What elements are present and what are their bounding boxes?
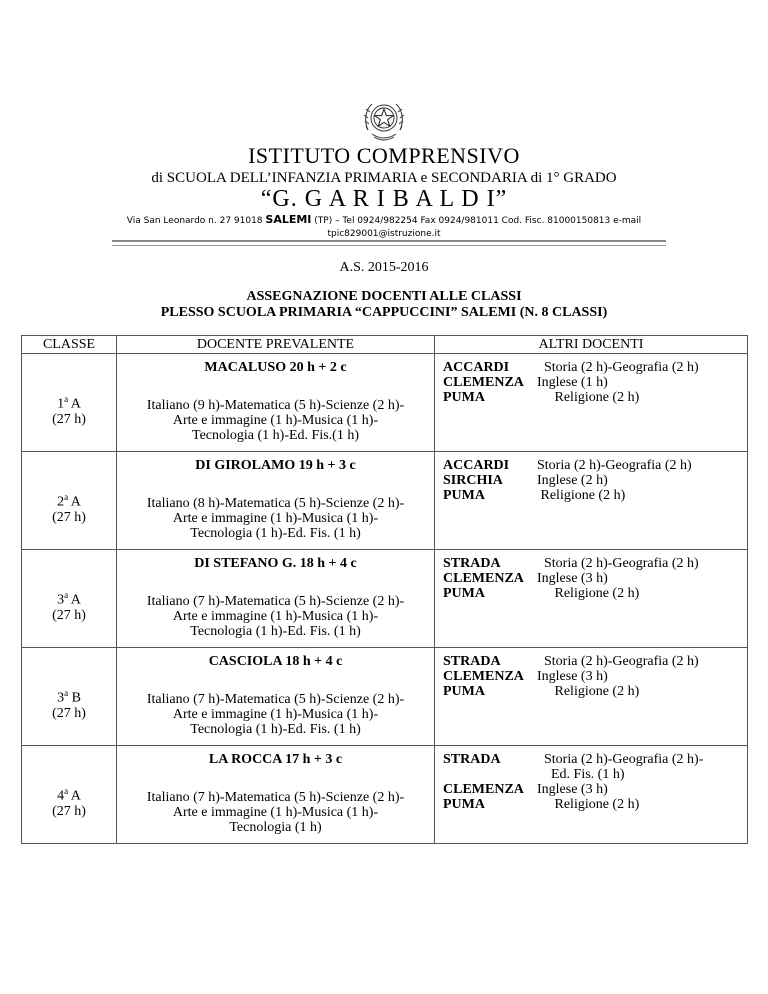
other-teacher-subjects: Religione (2 h) (537, 390, 640, 405)
table-row (22, 452, 748, 550)
other-teacher-name: CLEMENZA (443, 669, 524, 684)
subject-line: Italiano (7 h)-Matematica (5 h)-Scienze (2 h)- (146, 594, 405, 609)
subject-line: Tecnologia (1 h)-Ed. Fis.(1 h) (192, 428, 359, 443)
class-hours: (27 h) (52, 411, 86, 427)
class-hours: (27 h) (52, 705, 86, 721)
subject-line: Arte e immagine (1 h)-Musica (1 h)- (172, 805, 379, 820)
subject-line: Arte e immagine (1 h)-Musica (1 h)- (172, 707, 379, 722)
column-header-class: CLASSE (22, 336, 117, 354)
other-teacher-line (443, 360, 747, 375)
other-teacher-line (443, 654, 747, 669)
other-teacher-subjects: Inglese (3 h) (537, 571, 608, 586)
subject-line: Arte e immagine (1 h)-Musica (1 h)- (172, 609, 379, 624)
school-year: A.S. 2015-2016 (339, 260, 429, 275)
email-address: tpic829001@istruzione.it (327, 229, 441, 239)
other-teacher-name: CLEMENZA (443, 571, 524, 586)
other-teacher-line (443, 797, 747, 812)
other-teachers-cell (435, 550, 748, 648)
other-teacher-line (443, 684, 747, 699)
other-teacher-subjects: Storia (2 h)-Geografia (2 h) (537, 556, 699, 571)
class-section: A (68, 494, 81, 510)
class-number: 3 (57, 592, 65, 608)
other-teacher-name: PUMA (443, 488, 485, 503)
table-row (22, 354, 748, 452)
class-label (22, 392, 116, 412)
class-section: A (68, 396, 81, 412)
main-teacher-subjects (117, 496, 434, 541)
other-teacher-name: STRADA (443, 752, 501, 767)
other-teacher-name: CLEMENZA (443, 375, 524, 390)
class-hours: (27 h) (52, 803, 86, 819)
main-teacher-cell (117, 452, 435, 550)
other-teacher-name: PUMA (443, 390, 485, 405)
class-number: 3 (57, 690, 65, 706)
main-teacher: MACALUSO 20 h + 2 c (204, 360, 347, 375)
other-teacher-subjects: Inglese (3 h) (537, 669, 608, 684)
class-number: 2 (57, 494, 65, 510)
class-hours: (27 h) (52, 509, 86, 525)
other-teacher-subjects: Religione (2 h) (537, 488, 626, 503)
other-teacher-subjects: Storia (2 h)-Geografia (2 h) (537, 360, 699, 375)
other-teacher-line (443, 767, 747, 782)
school-name: “G. G A R I B A L D I” (260, 186, 508, 212)
other-teacher-subjects: Religione (2 h) (537, 586, 640, 601)
other-teacher-subjects: Inglese (3 h) (537, 782, 608, 797)
other-teacher-name (443, 767, 537, 782)
other-teachers-cell (435, 354, 748, 452)
class-label (22, 490, 116, 510)
other-teacher-name: ACCARDI (443, 458, 510, 473)
institute-title: ISTITUTO COMPRENSIVO (248, 143, 520, 168)
other-teacher-line (443, 488, 747, 503)
class-section: B (68, 690, 81, 706)
other-teacher-line (443, 375, 747, 390)
table-row (22, 550, 748, 648)
main-teacher: DI STEFANO G. 18 h + 4 c (194, 556, 357, 571)
other-teacher-line (443, 669, 747, 684)
table-header-row (22, 336, 748, 354)
main-teacher-cell (117, 746, 435, 844)
assignment-table (21, 335, 748, 844)
class-ordinal: a (64, 492, 69, 502)
other-teacher-line (443, 458, 747, 473)
header-divider (112, 240, 666, 246)
subject-line: Arte e immagine (1 h)-Musica (1 h)- (172, 413, 379, 428)
main-teacher-cell (117, 648, 435, 746)
other-teacher-name: PUMA (443, 797, 485, 812)
main-teacher: DI GIROLAMO 19 h + 3 c (195, 458, 356, 473)
table-row (22, 648, 748, 746)
subject-line: Tecnologia (1 h) (229, 820, 322, 835)
class-cell (22, 648, 117, 746)
other-teacher-name: ACCARDI (443, 360, 510, 375)
class-hours: (27 h) (52, 607, 86, 623)
main-teacher: LA ROCCA 17 h + 3 c (208, 752, 343, 767)
class-cell (22, 550, 117, 648)
other-teacher-subjects: Ed. Fis. (1 h) (551, 767, 625, 782)
class-section: A (68, 592, 81, 608)
other-teachers-cell (435, 648, 748, 746)
class-number: 4 (57, 788, 65, 804)
other-teacher-name: CLEMENZA (443, 782, 524, 797)
class-cell (22, 452, 117, 550)
column-header-main-teacher: DOCENTE PREVALENTE (117, 336, 435, 354)
other-teacher-subjects: Inglese (1 h) (537, 375, 608, 390)
class-label (22, 588, 116, 608)
other-teacher-subjects: Storia (2 h)-Geografia (2 h) (537, 654, 699, 669)
address-post: (TP) – Tel 0924/982254 Fax 0924/981011 Cod. Fisc. 81000150813 e-mail (311, 216, 642, 226)
other-teacher-name: STRADA (443, 654, 501, 669)
main-teacher: CASCIOLA 18 h + 4 c (208, 654, 343, 669)
table-row (22, 746, 748, 844)
other-teacher-name: PUMA (443, 684, 485, 699)
other-teachers-cell (435, 746, 748, 844)
other-teacher-line (443, 752, 747, 767)
class-ordinal: a (64, 786, 69, 796)
main-teacher-subjects (117, 790, 434, 835)
other-teacher-subjects: Religione (2 h) (537, 684, 640, 699)
document-subheading: PLESSO SCUOLA PRIMARIA “CAPPUCCINI” SALEMI (N. 8 CLASSI) (160, 305, 608, 320)
other-teacher-subjects: Religione (2 h) (537, 797, 640, 812)
other-teacher-line (443, 782, 747, 797)
subject-line: Italiano (8 h)-Matematica (5 h)-Scienze (2 h)- (146, 496, 405, 511)
main-teacher-cell (117, 550, 435, 648)
document-heading: ASSEGNAZIONE DOCENTI ALLE CLASSI (246, 289, 522, 304)
other-teacher-line (443, 390, 747, 405)
subject-line: Italiano (7 h)-Matematica (5 h)-Scienze (2 h)- (146, 692, 405, 707)
subject-line: Tecnologia (1 h)-Ed. Fis. (1 h) (190, 526, 361, 541)
other-teachers-cell (435, 452, 748, 550)
class-ordinal: a (64, 688, 69, 698)
subject-line: Tecnologia (1 h)-Ed. Fis. (1 h) (190, 624, 361, 639)
other-teacher-subjects: Storia (2 h)-Geografia (2 h) (537, 458, 692, 473)
other-teacher-line (443, 556, 747, 571)
class-section: A (68, 788, 81, 804)
italian-republic-emblem-icon (362, 96, 406, 144)
class-label (22, 784, 116, 804)
main-teacher-subjects (117, 594, 434, 639)
class-number: 1 (57, 396, 65, 412)
subject-line: Italiano (7 h)-Matematica (5 h)-Scienze (2 h)- (146, 790, 405, 805)
address-block (0, 213, 768, 241)
other-teacher-subjects: Storia (2 h)-Geografia (2 h)- (537, 752, 704, 767)
column-header-other-teachers: ALTRI DOCENTI (435, 336, 748, 354)
other-teacher-line (443, 571, 747, 586)
class-ordinal: a (64, 394, 69, 404)
main-teacher-cell (117, 354, 435, 452)
class-label (22, 686, 116, 706)
class-ordinal: a (64, 590, 69, 600)
other-teacher-name: PUMA (443, 586, 485, 601)
other-teacher-name: STRADA (443, 556, 501, 571)
main-teacher-subjects (117, 398, 434, 443)
subject-line: Italiano (9 h)-Matematica (5 h)-Scienze (2 h)- (146, 398, 405, 413)
address-city: SALEMI (265, 213, 312, 226)
other-teacher-name: SIRCHIA (443, 473, 503, 488)
main-teacher-subjects (117, 692, 434, 737)
institute-subtitle: di SCUOLA DELL’INFANZIA PRIMARIA e SECONDARIA di 1° GRADO (151, 170, 617, 186)
address-pre: Via San Leonardo n. 27 91018 (126, 216, 266, 226)
other-teacher-line (443, 586, 747, 601)
subject-line: Tecnologia (1 h)-Ed. Fis. (1 h) (190, 722, 361, 737)
class-cell (22, 354, 117, 452)
class-cell (22, 746, 117, 844)
other-teacher-subjects: Inglese (2 h) (537, 473, 608, 488)
other-teacher-line (443, 473, 747, 488)
subject-line: Arte e immagine (1 h)-Musica (1 h)- (172, 511, 379, 526)
